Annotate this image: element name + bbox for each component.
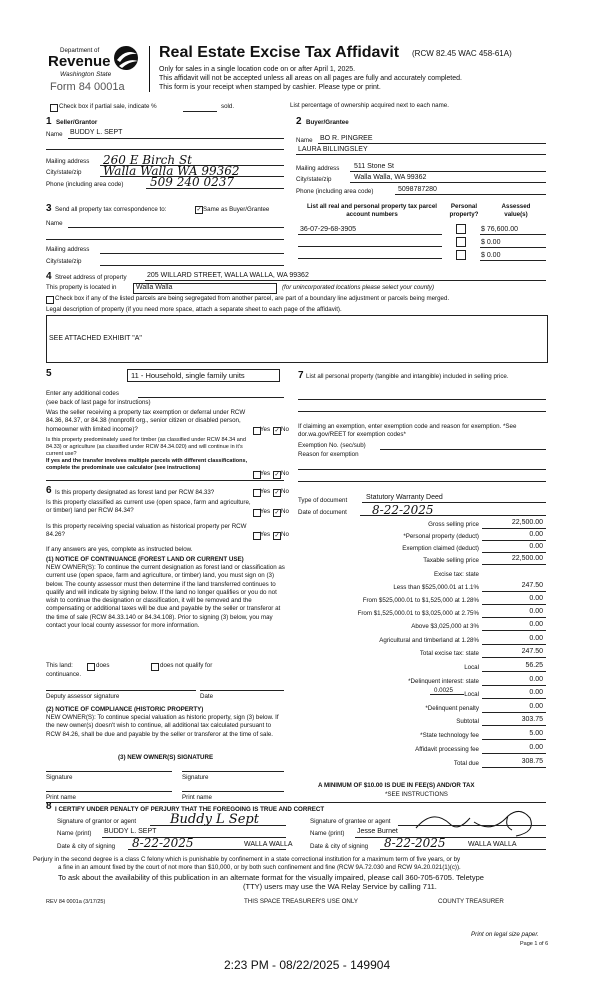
owner-print-line-1 <box>46 791 172 792</box>
additional-codes-line <box>138 397 284 398</box>
land-use-code-select[interactable] <box>127 369 280 382</box>
calc-row-line <box>482 540 546 541</box>
calc-row-label: Local <box>464 691 479 698</box>
segregated-label: Check box if any of the listed parcels are being segregated from another parcel, are part of a boundary line adjustment or parcels being merged. <box>55 295 450 302</box>
partial-sold: sold. <box>221 103 235 110</box>
personal-property-line-2 <box>298 411 546 412</box>
grantee-sig-label: Signature of grantee or agent <box>310 818 391 825</box>
calc-row-label: Affidavit processing fee <box>415 746 479 753</box>
assessed-value-2[interactable]: $ 0.00 <box>481 239 501 246</box>
legal-desc-label: Legal description of property (if you need more space, attach a separate sheet to each page of the affidavit). <box>46 306 342 313</box>
reason-line-1 <box>298 469 546 470</box>
grantor-date[interactable]: 8-22-2025 <box>132 836 194 850</box>
county-treasurer-label: COUNTY TREASURER <box>438 898 504 905</box>
personal-property-line-1 <box>298 399 546 400</box>
calc-row-value[interactable]: 0.00 <box>529 744 543 751</box>
if-any-yes-note: If any answers are yes, complete as instructed below. <box>46 546 193 553</box>
parcel-col-header: List all real and personal property tax parcel account numbers <box>307 203 437 219</box>
corr-city-line <box>100 265 284 266</box>
local-rate-line <box>430 694 464 695</box>
forest-land-question: Is this property designated as forest land per RCW 84.33? <box>55 489 215 496</box>
calc-row-line <box>482 725 546 726</box>
tax-corr-label: Send all property tax correspondence to: <box>55 206 167 213</box>
notice-compliance-body: NEW OWNER(S): To continue special valuation as historic property, sign (3) below. If the new owner(s) doesn't wish to continue, all additional tax calculated pursuant to RCW 84.26, shall be due and payable by the seller or transferor at the time of sale. <box>46 714 279 738</box>
calc-row-line <box>482 630 546 631</box>
see-instructions-note: *SEE INSTRUCTIONS <box>385 791 448 798</box>
grantee-sig-line <box>398 825 546 826</box>
grantor-date-line <box>128 849 286 850</box>
property-street-address[interactable]: 205 WILLARD STREET, WALLA WALLA, WA 99362 <box>147 272 309 279</box>
calc-row-label: Taxable selling price <box>423 557 479 564</box>
assessed-line-2 <box>480 247 546 248</box>
calc-row-label: Total excise tax: state <box>419 650 479 657</box>
assessed-col-header: Assessed value(s) <box>501 203 531 219</box>
location-select[interactable] <box>133 283 277 294</box>
calc-row-line <box>482 552 546 553</box>
subtitle-1: Only for sales in a single location code on or after April 1, 2025. <box>159 66 356 73</box>
timber-question: Is this property predominately used for timber (as classified under RCW 84.34 and 84.33) or agriculture (as classified under RCW 84.34.020) and will continue in it's current use? <box>46 437 246 457</box>
q1-no-checkbox[interactable]: ✓ <box>274 428 280 434</box>
forest-no-checkbox[interactable]: ✓ <box>274 490 280 496</box>
current-use-no-checkbox[interactable]: ✓ <box>274 510 280 516</box>
new-owner-signature-title: (3) NEW OWNER(S) SIGNATURE <box>118 754 214 761</box>
calc-row-value[interactable]: 0.00 <box>529 595 543 602</box>
partial-sale-label: Check box if partial sale, indicate % <box>59 103 157 110</box>
calc-row-value[interactable]: 56.25 <box>525 662 543 669</box>
exemption-reason-label: Reason for exemption <box>298 451 359 458</box>
perjury-line-1: Perjury in the second degree is a class C felony which is punishable by confinement in a state correctional institution for a maximum term of five years, or by <box>33 856 461 863</box>
calc-row-line <box>482 644 546 645</box>
calc-row-label: *Personal property (deduct) <box>403 533 479 540</box>
does-qualify-checkbox[interactable] <box>87 663 95 671</box>
parcel-line-2 <box>298 246 442 247</box>
land-use-code-value: 11 - Household, single family units <box>131 371 245 380</box>
grantor-date-label: Date & city of signing <box>57 843 116 850</box>
segregated-checkbox[interactable] <box>46 296 54 304</box>
legal-description-value: SEE ATTACHED EXHIBIT "A" <box>49 335 142 342</box>
grantor-print-name[interactable]: BUDDY L. SEPT <box>104 828 157 835</box>
calc-row-value[interactable]: 0.00 <box>529 703 543 710</box>
owner-sig-line-1 <box>46 771 172 772</box>
personal-property-checkbox-1[interactable] <box>456 224 466 234</box>
grantor-name-line <box>102 837 286 838</box>
treasurer-use-label: THIS SPACE TREASURER'S USE ONLY <box>244 898 358 905</box>
seller-name-line <box>68 138 284 139</box>
deputy-sig-line <box>46 690 196 691</box>
seller-city[interactable]: Walla Walla WA 99362 <box>103 164 240 178</box>
corr-addr-label: Mailing address <box>46 246 90 253</box>
calc-row-value[interactable]: 247.50 <box>521 648 543 655</box>
buyer-phone-line <box>395 194 546 195</box>
grantor-city[interactable]: WALLA WALLA <box>244 841 293 848</box>
dept-line1: Department of <box>60 47 100 54</box>
owner-signature-label-2: Signature <box>182 774 209 781</box>
buyer-name-2[interactable]: LAURA BILLINGSLEY <box>298 146 368 153</box>
exemption-question: Was the seller receiving a property tax exemption or deferral under RCW 84.36, 84.37, or 84.38 (nonprofit org., senior citizen or disabled person, homeowner with limited income)? <box>46 409 246 433</box>
buyer-city-label: City/state/zip <box>296 176 332 183</box>
print-timestamp: 2:23 PM - 08/22/2025 - 149904 <box>224 958 391 972</box>
calc-row-value[interactable]: 0.00 <box>529 543 543 550</box>
dor-swirl-icon <box>111 44 141 72</box>
seller-title: Seller/Grantor <box>56 119 98 126</box>
buyer-name-line <box>318 143 546 144</box>
deputy-date-label: Date <box>200 693 214 700</box>
perjury-line-2: a fine in an amount fixed by the court of not more than $10,000, or by both such confinement and fine (RCW 9A.72.030 and RCW 9A.20.021(1)(c)). <box>58 864 461 871</box>
alt-format-line-1: To ask about the availability of this publication in an alternate format for the visually impaired, please call 360-705-6705. Teletype <box>58 873 484 882</box>
calc-row-label: Total due <box>453 760 479 767</box>
grantee-date-line <box>380 849 546 850</box>
does-not-label: does not qualify for <box>160 662 213 669</box>
deputy-signature-label: Deputy assessor signature <box>46 693 120 700</box>
calc-row-label: From $525,000.01 to $1,525,000 at 1.28% <box>362 597 479 604</box>
subtitle-2: This affidavit will not be accepted unless all areas on all pages are fully and accurately completed. <box>159 75 462 82</box>
calc-row-label: Exemption claimed (deduct) <box>402 545 479 552</box>
grantee-print-name[interactable]: Jesse Burnet <box>357 828 398 835</box>
seller-phone[interactable]: 509 240 0237 <box>150 175 234 189</box>
revision-code: REV 84 0001a (3/17/25) <box>46 899 106 905</box>
form-title: Real Estate Excise Tax Affidavit <box>159 44 400 61</box>
see-back-note: (see back of last page for instructions) <box>46 399 151 406</box>
location-value: Walla Walla <box>136 284 173 291</box>
section-8-number: 8 <box>46 801 52 812</box>
calc-row-line <box>482 753 546 754</box>
exemption-number-line <box>380 449 546 450</box>
calc-row-label: Subtotal <box>456 718 479 725</box>
grantor-signature[interactable]: Buddy L Sept <box>170 812 259 827</box>
calc-row-label: Gross selling price <box>428 521 479 528</box>
owner-print-line-2 <box>182 791 284 792</box>
calc-row-label: *State technology fee <box>420 732 479 739</box>
buyer-city[interactable]: Walla Walla, WA 99362 <box>354 174 427 181</box>
legal-paper-note: Print on legal size paper. <box>471 931 539 938</box>
seller-phone-line <box>146 188 284 189</box>
assessed-line-1 <box>480 234 546 235</box>
calc-row-value[interactable]: 0.00 <box>529 635 543 642</box>
partial-sale-checkbox[interactable] <box>50 104 58 112</box>
doc-date-value[interactable]: 8-22-2025 <box>372 503 434 517</box>
seller-city-label: City/state/zip <box>46 169 82 176</box>
parcel-line-1 <box>298 234 442 235</box>
buyer-name-1[interactable]: BO R. PINGREE <box>320 135 373 142</box>
calc-row-label: Local <box>464 664 479 671</box>
calc-row-value[interactable]: 308.75 <box>521 758 543 765</box>
calc-row-label: Less than $525,000.01 at 1.1% <box>393 584 479 591</box>
grantor-sig-line <box>150 825 286 826</box>
calc-row-value[interactable]: 0.00 <box>529 531 543 538</box>
form-rcw: (RCW 82.45 WAC 458-61A) <box>412 49 512 58</box>
calc-row-line <box>482 685 546 686</box>
calc-row-value[interactable]: 303.75 <box>521 716 543 723</box>
does-label: does <box>96 662 110 669</box>
sec5-divider <box>46 480 284 481</box>
section-5-number: 5 <box>46 368 52 379</box>
calc-row-line <box>482 671 546 672</box>
corr-addr-line <box>100 253 284 254</box>
additional-codes-label: Enter any additional codes <box>46 390 119 397</box>
owner-print-label-1: Print name <box>46 794 76 801</box>
calc-row-line <box>482 564 546 565</box>
calc-row-value[interactable]: 0.00 <box>529 676 543 683</box>
calc-row-value[interactable]: 0.00 <box>529 689 543 696</box>
current-use-yes-label: Yes <box>260 508 271 515</box>
q1-yes-label: Yes <box>260 426 271 433</box>
calc-row-label: From $1,525,000.01 to $3,025,000 at 2.75% <box>357 610 479 617</box>
same-as-buyer-checkbox[interactable]: ✓ <box>196 207 202 213</box>
calc-row-value[interactable]: 0.00 <box>529 621 543 628</box>
owner-signature-label-1: Signature <box>46 774 73 781</box>
forest-no-label: No <box>281 488 289 495</box>
doc-type-value[interactable]: Statutory Warranty Deed <box>366 494 443 501</box>
calc-row-label: Above $3,025,000 at 3% <box>411 623 479 630</box>
historic-no-checkbox[interactable]: ✓ <box>274 533 280 539</box>
section-3-number: 3 <box>46 203 52 214</box>
certify-statement: I CERTIFY UNDER PENALTY OF PERJURY THAT THE FOREGOING IS TRUE AND CORRECT <box>55 806 325 813</box>
this-land-label: This land: <box>46 662 73 669</box>
calc-row-label: Agricultural and timberland at 1.28% <box>379 637 479 644</box>
local-rate: 0.0025 <box>434 687 453 694</box>
calc-row-line <box>482 712 546 713</box>
grantee-date[interactable]: 8-22-2025 <box>384 836 446 850</box>
buyer-city-line <box>350 182 546 183</box>
calc-row-line <box>482 617 546 618</box>
reason-line-2 <box>298 481 546 482</box>
legal-description-field[interactable] <box>46 315 548 363</box>
exemption-instructions: If claiming an exemption, enter exemption code and reason for exemption. *See dor.wa.gov/REET for exemption codes* <box>298 423 517 439</box>
corr-city-label: City/state/zip <box>46 258 82 265</box>
form-number: Form 84 0001a <box>50 81 125 93</box>
buyer-name-label: Name <box>296 137 313 144</box>
located-in-label: This property is located in <box>46 284 117 291</box>
notice-continuance-title: (1) NOTICE OF CONTINUANCE (FOREST LAND OR CURRENT USE) <box>46 556 244 563</box>
corr-name-line <box>68 227 284 228</box>
calc-row-value[interactable]: 22,500.00 <box>511 519 543 526</box>
owner-sig-line-2 <box>182 771 284 772</box>
current-use-no-label: No <box>281 508 289 515</box>
seller-name-label: Name <box>46 131 63 138</box>
buyer-addr-line <box>350 171 546 172</box>
calc-row-label: Excise tax: state <box>433 571 479 578</box>
deputy-date-line <box>200 690 284 691</box>
doc-date-label: Date of document <box>298 509 347 516</box>
street-address-label: Street address of property <box>55 274 127 281</box>
calc-row-line <box>482 739 546 740</box>
grantee-date-label: Date & city of signing <box>310 843 369 850</box>
personal-property-checkbox-3[interactable] <box>456 250 466 260</box>
does-not-qualify-checkbox[interactable] <box>151 663 159 671</box>
current-use-question: Is this property classified as current use (open space, farm and agriculture, or timber) land per RCW 84.34? <box>46 499 251 515</box>
q2-yes-label: Yes <box>260 470 271 477</box>
calc-row-line <box>482 767 546 768</box>
doc-type-label: Type of document <box>298 497 348 504</box>
assessed-value-1[interactable]: $ 76,600.00 <box>481 226 518 233</box>
grantor-sig-label: Signature of grantor or agent <box>57 818 137 825</box>
section-6-number: 6 <box>46 485 52 496</box>
personal-col-header: Personal property? <box>449 203 479 219</box>
partial-pct-line <box>183 111 217 112</box>
seller-address[interactable]: 260 E Birch St <box>103 153 192 167</box>
calc-row-line <box>482 604 546 605</box>
ownership-note: List percentage of ownership acquired next to each name. <box>290 102 449 109</box>
calc-row-value[interactable]: 5.00 <box>529 730 543 737</box>
calc-row-value[interactable]: 247.50 <box>521 582 543 589</box>
q1-no-label: No <box>281 426 289 433</box>
calc-row-value[interactable]: 0.00 <box>529 608 543 615</box>
q2-no-checkbox[interactable]: ✓ <box>274 472 280 478</box>
calc-row-label: *Delinquent penalty <box>425 705 479 712</box>
parcel-line-3 <box>298 258 442 259</box>
corr-name-label: Name <box>46 220 63 227</box>
subtitle-3: This form is your receipt when stamped by cashier. Please type or print. <box>159 84 381 91</box>
buyer-name-line2 <box>296 154 546 155</box>
section-7-number: 7 <box>298 370 304 381</box>
assessed-line-3 <box>480 260 546 261</box>
timber-question-bold: If yes and the transfer involves multiple parcels with different classifications, complete the predominate use calculator (see instructions) <box>46 458 248 471</box>
personal-property-checkbox-2[interactable] <box>456 237 466 247</box>
street-address-line <box>145 280 546 281</box>
parcel-number-1[interactable]: 36-07-29-68-3905 <box>300 226 357 233</box>
historic-yes-label: Yes <box>260 531 271 538</box>
seller-name-line2 <box>46 149 284 150</box>
grantee-city[interactable]: WALLA WALLA <box>468 841 517 848</box>
section-1-number: 1 <box>46 116 52 127</box>
calc-row-label: *Delinquent interest: state <box>408 678 479 685</box>
alt-format-line-2: (TTY) users may use the WA Relay Service by calling 711. <box>243 882 437 891</box>
dept-line3: Washington State <box>60 71 112 78</box>
exemption-number-label: Exemption No. (sec/sub) <box>298 442 366 449</box>
buyer-phone[interactable]: 5098787280 <box>398 186 437 193</box>
same-as-buyer-label: Same as Buyer/Grantee <box>203 206 270 213</box>
calc-row-value[interactable]: 22,500.00 <box>511 555 543 562</box>
seller-phone-label: Phone (including area code) <box>46 181 124 188</box>
q2-no-label: No <box>281 470 289 477</box>
historic-no-label: No <box>281 531 289 538</box>
buyer-phone-label: Phone (including area code) <box>296 188 374 195</box>
grantee-name-label: Name (print) <box>310 830 345 837</box>
personal-property-label: List all personal property (tangible and intangible) included in selling price. <box>306 373 509 380</box>
owner-print-label-2: Print name <box>182 794 212 801</box>
header-divider <box>149 46 150 92</box>
buyer-addr-label: Mailing address <box>296 165 340 172</box>
historic-question: Is this property receiving special valuation as historical property per RCW 84.26? <box>46 523 247 539</box>
calc-row-line <box>482 528 546 529</box>
seller-addr-label: Mailing address <box>46 158 90 165</box>
page-number: Page 1 of 6 <box>520 941 549 947</box>
calc-row-line <box>482 657 546 658</box>
section-2-number: 2 <box>296 116 302 127</box>
doc-date-line <box>360 515 546 516</box>
unincorporated-note: (for unincorporated locations please select your county) <box>282 284 435 291</box>
section-4-number: 4 <box>46 271 52 282</box>
corr-name-line2 <box>46 239 284 240</box>
calc-row-line <box>482 591 546 592</box>
notice-continuance-body: NEW OWNER(S): To continue the current designation as forest land or classification as current use (open space, farm and agriculture, or timber) land, you must sign on (3) below. The county assessor must then determine if the land transferred continues to qualify and will indicate by signing below. If the land no longer qualifies or you do not wish to continue the designation or classification, it will be removed and the compensating or additional taxes will be due and payable by the seller or transferor at the time of sale (RCW 84.33.140 or 84.34.108). Prior to signing (3) below, you may contact your local county assessor for more information. <box>46 564 285 630</box>
notice-compliance-title: (2) NOTICE OF COMPLIANCE (HISTORIC PROPERTY) <box>46 706 204 713</box>
seller-name[interactable]: BUDDY L. SEPT <box>70 129 123 136</box>
assessed-value-3[interactable]: $ 0.00 <box>481 252 501 259</box>
minimum-due-note: A MINIMUM OF $10.00 IS DUE IN FEE(S) AND/OR TAX <box>318 782 475 789</box>
continuance-label: continuance. <box>46 671 82 678</box>
forest-yes-label: Yes <box>260 488 271 495</box>
buyer-title: Buyer/Grantee <box>306 119 349 126</box>
calc-row-line <box>482 698 546 699</box>
grantor-name-label: Name (print) <box>57 830 92 837</box>
dept-line2: Revenue <box>48 53 111 70</box>
buyer-address[interactable]: 511 Stone St <box>354 163 394 170</box>
